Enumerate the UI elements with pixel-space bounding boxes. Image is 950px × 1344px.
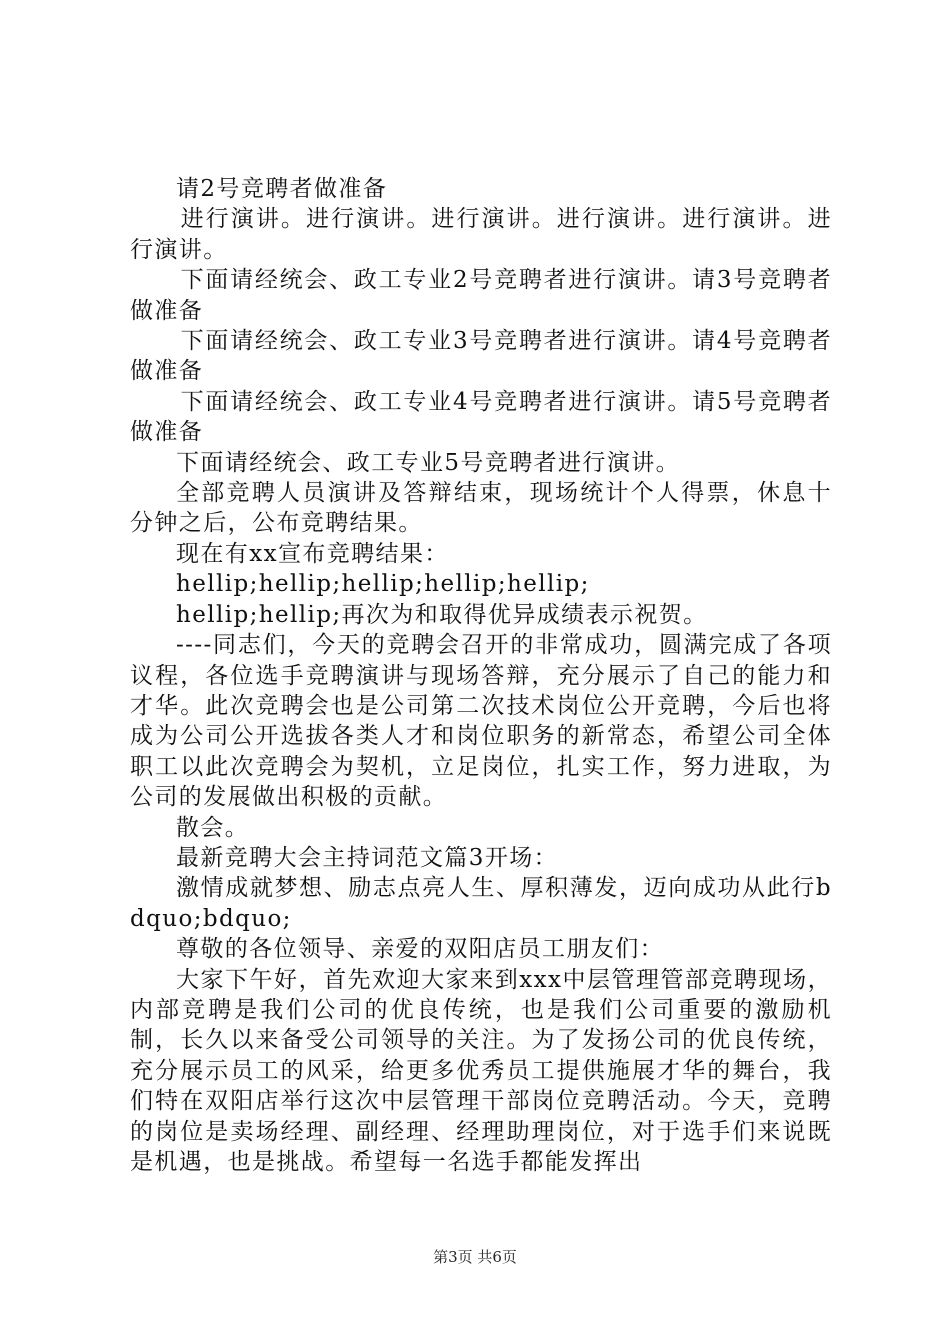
- paragraph: hellip;hellip;再次为和取得优异成绩表示祝贺。: [176, 601, 708, 628]
- page-footer: 第3页 共6页: [433, 1248, 517, 1266]
- paragraph: 进行演讲。进行演讲。进行演讲。进行演讲。进行演讲。进行演讲。: [130, 206, 832, 263]
- paragraph: 下面请经统会、政工专业4号竞聘者进行演讲。请5号竞聘者做准备: [130, 388, 832, 446]
- paragraph: 最新竞聘大会主持词范文篇3开场：: [176, 844, 559, 871]
- paragraph: 下面请经统会、政工专业2号竞聘者进行演讲。请3号竞聘者做准备: [130, 267, 832, 324]
- paragraph: 全部竞聘人员演讲及答辩结束，现场统计个人得票，休息十分钟之后，公布竞聘结果。: [130, 480, 832, 537]
- paragraph: 大家下午好，首先欢迎大家来到xxx中层管理管部竞聘现场，内部竞聘是我们公司的优良传统，也是我们公司重要的激励机制，长久以来备受公司领导的关注。为了发扬公司的优良传统，充分展示员工的风采，给更多优秀员工提供施展才华的舞台，我们特在双阳店举行这次中层管理干部岗位竞聘活动。今天，竞聘的岗位是卖场经理、副经理、经理助理岗位，对于选手们来说既是机遇，也是挑战。希望每一名选手都能发挥出: [130, 966, 832, 1175]
- paragraph: 散会。: [176, 814, 250, 841]
- paragraph: ----同志们，今天的竞聘会召开的非常成功，圆满完成了各项议程，各位选手竞聘演讲与现场答辩，充分展示了自己的能力和才华。此次竞聘会也是公司第二次技术岗位公开竞聘，今后也将成为公司公开选拔各类人才和岗位职务的新常态，希望公司全体职工以此次竞聘会为契机，立足岗位，扎实工作，努力进取，为公司的发展做出积极的贡献。: [130, 632, 832, 811]
- paragraph: 下面请经统会、政工专业5号竞聘者进行演讲。: [176, 449, 681, 476]
- paragraph: 尊敬的各位领导、亲爱的双阳店员工朋友们：: [176, 936, 664, 963]
- paragraph: hellip;hellip;hellip;hellip;hellip;: [176, 571, 590, 598]
- paragraph: 激情成就梦想、励志点亮人生、厚积薄发，迈向成功从此行bdquo;bdquo;: [130, 875, 832, 932]
- paragraph: 下面请经统会、政工专业3号竞聘者进行演讲。请4号竞聘者做准备: [130, 328, 832, 385]
- document-body: [130, 174, 832, 1177]
- paragraph: 现在有xx宣布竞聘结果：: [176, 540, 449, 567]
- paragraph: 请2号竞聘者做准备: [176, 176, 388, 202]
